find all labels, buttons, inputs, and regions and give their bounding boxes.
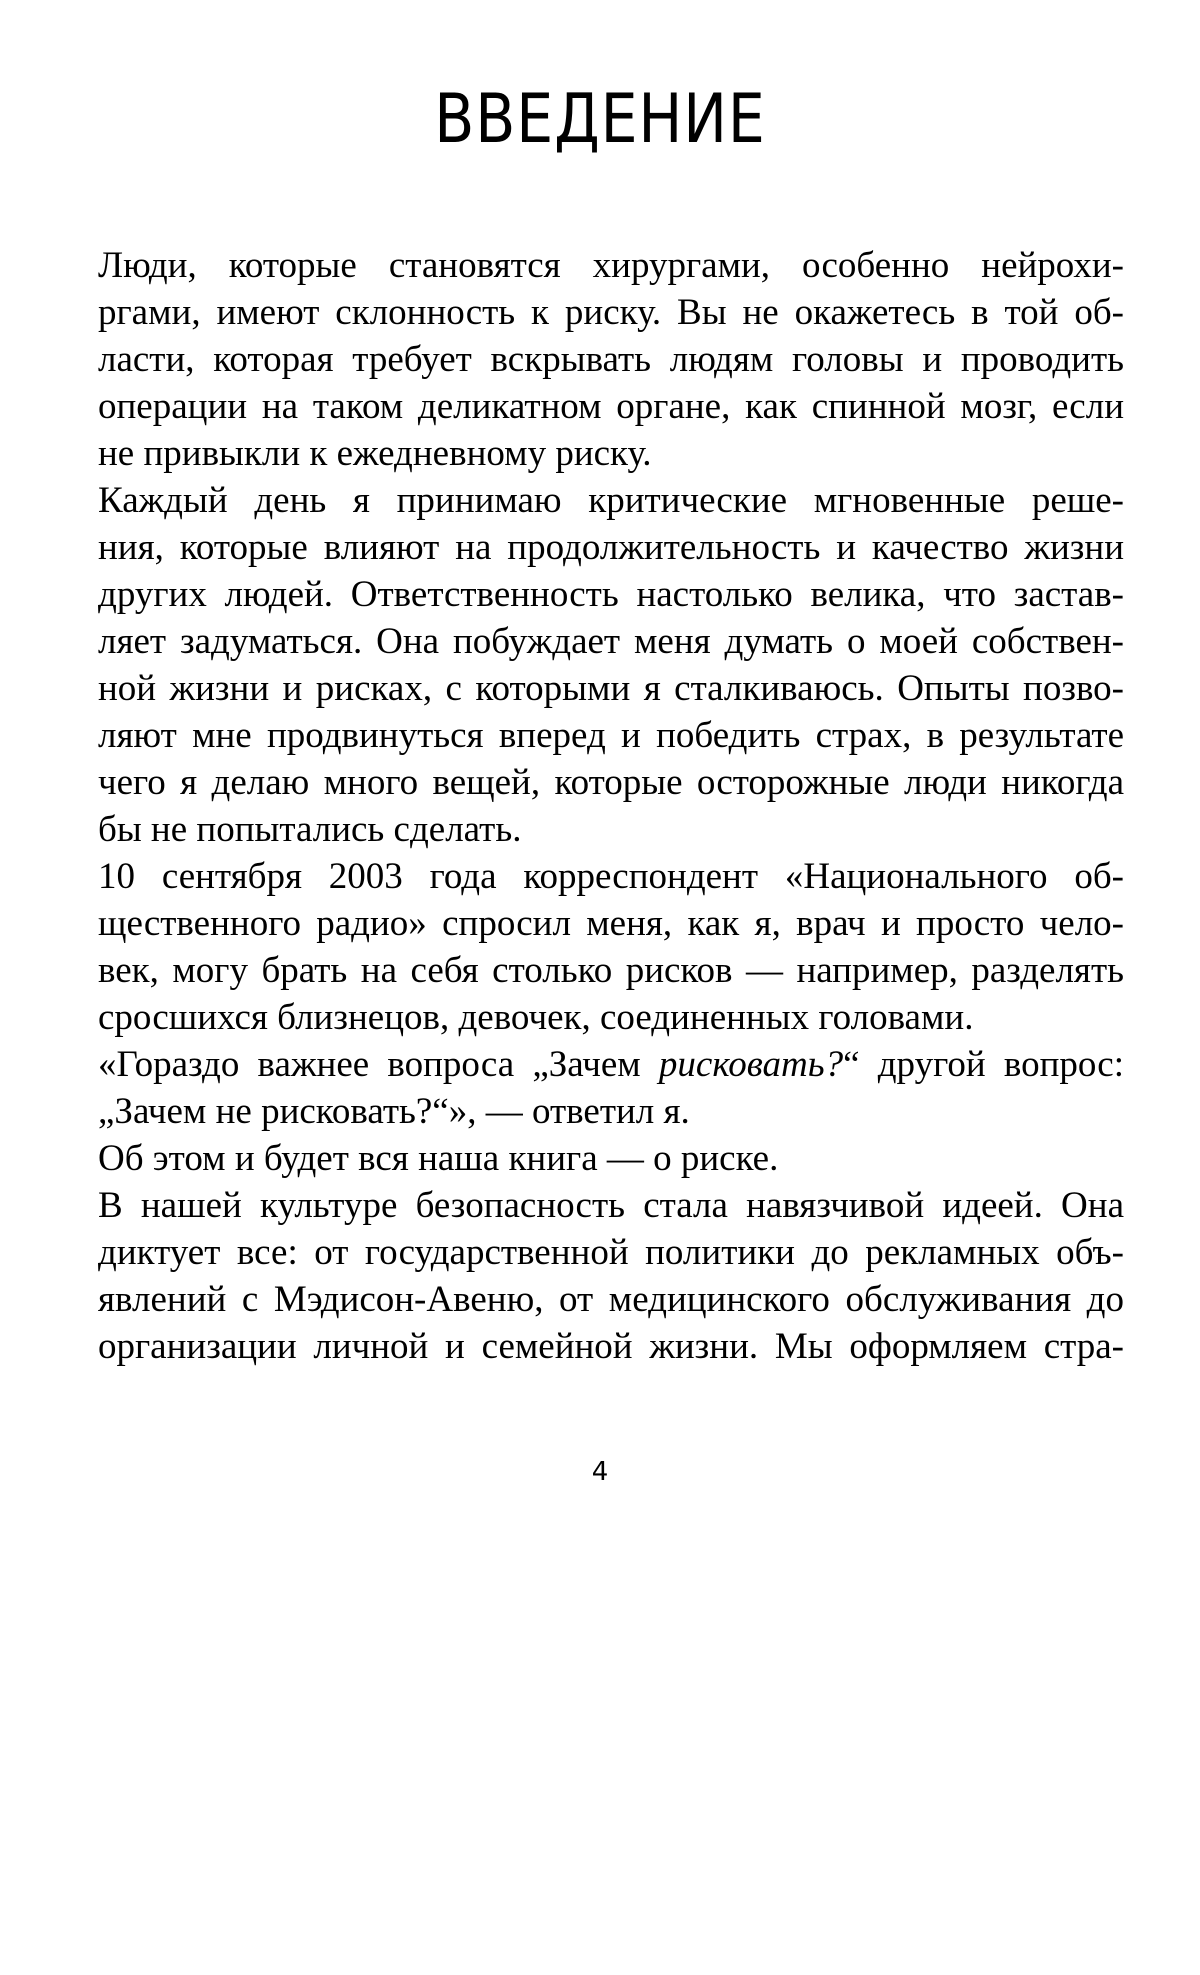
text-line: других людей. Ответственность настолько велика, что застав-: [98, 574, 1124, 615]
paragraph-3: [62, 853, 1124, 1041]
text-line: щественного радио» спросил меня, как я, врач и просто чело-: [98, 903, 1124, 944]
text-line: чего я делаю много вещей, которые осторожные люди никогда: [98, 762, 1124, 803]
body-text: [62, 242, 1124, 1370]
text-line: 10 сентября 2003 года корреспондент «Национального об-: [98, 856, 1124, 897]
text-line: В нашей культуре безопасность стала навязчивой идеей. Она: [98, 1185, 1124, 1226]
text-line: „Зачем не рисковать?“», — ответил я.: [98, 1091, 690, 1132]
text-line: ляет задуматься. Она побуждает меня думать о моей собствен-: [98, 621, 1124, 662]
text-line: операции на таком деликатном органе, как спинной мозг, если: [98, 386, 1124, 427]
text-line: не привыкли к ежедневному риску.: [98, 433, 652, 474]
paragraph-2: [62, 477, 1124, 853]
text-line: ласти, которая требует вскрывать людям головы и проводить: [98, 339, 1124, 380]
text-line: ния, которые влияют на продолжительность и качество жизни: [98, 527, 1124, 568]
text-line: Об этом и будет вся наша книга — о риске.: [98, 1138, 779, 1179]
text-line: организации личной и семейной жизни. Мы оформляем стра-: [98, 1326, 1124, 1367]
text-line: [62, 1041, 1124, 1088]
text-line: Люди, которые становятся хирургами, особенно нейрохи-: [98, 245, 1124, 286]
text-line: диктует все: от государственной политики до рекламных объ-: [98, 1232, 1124, 1273]
text-line: сросшихся близнецов, девочек, соединенных головами.: [98, 997, 974, 1038]
text-line: ляют мне продвинуться вперед и победить страх, в результате: [98, 715, 1124, 756]
page-number: 4: [591, 1457, 609, 1487]
text-line: явлений с Мэдисон-Авеню, от медицинского обслуживания до: [98, 1279, 1124, 1320]
emphasis-text: рисковать?: [658, 1044, 844, 1085]
text-line: бы не попытались сделать.: [98, 809, 522, 850]
text-line: ной жизни и рисках, с которыми я сталкиваюсь. Опыты позво-: [98, 668, 1124, 709]
quote-text: “ другой вопрос:: [843, 1044, 1124, 1085]
paragraph-5: [62, 1135, 1124, 1182]
text-line: ргами, имеют склонность к риску. Вы не окажетесь в той об-: [98, 292, 1124, 333]
text-line: Каждый день я принимаю критические мгновенные реше-: [98, 480, 1124, 521]
paragraph-4-quote: [62, 1041, 1124, 1135]
paragraph-1: [62, 242, 1124, 477]
chapter-heading: ВВЕДЕНИЕ: [434, 79, 766, 159]
quote-text: «Гораздо важнее вопроса „Зачем: [98, 1044, 659, 1085]
text-line: век, могу брать на себя столько рисков — например, разделять: [98, 950, 1124, 991]
paragraph-6: [62, 1182, 1124, 1370]
